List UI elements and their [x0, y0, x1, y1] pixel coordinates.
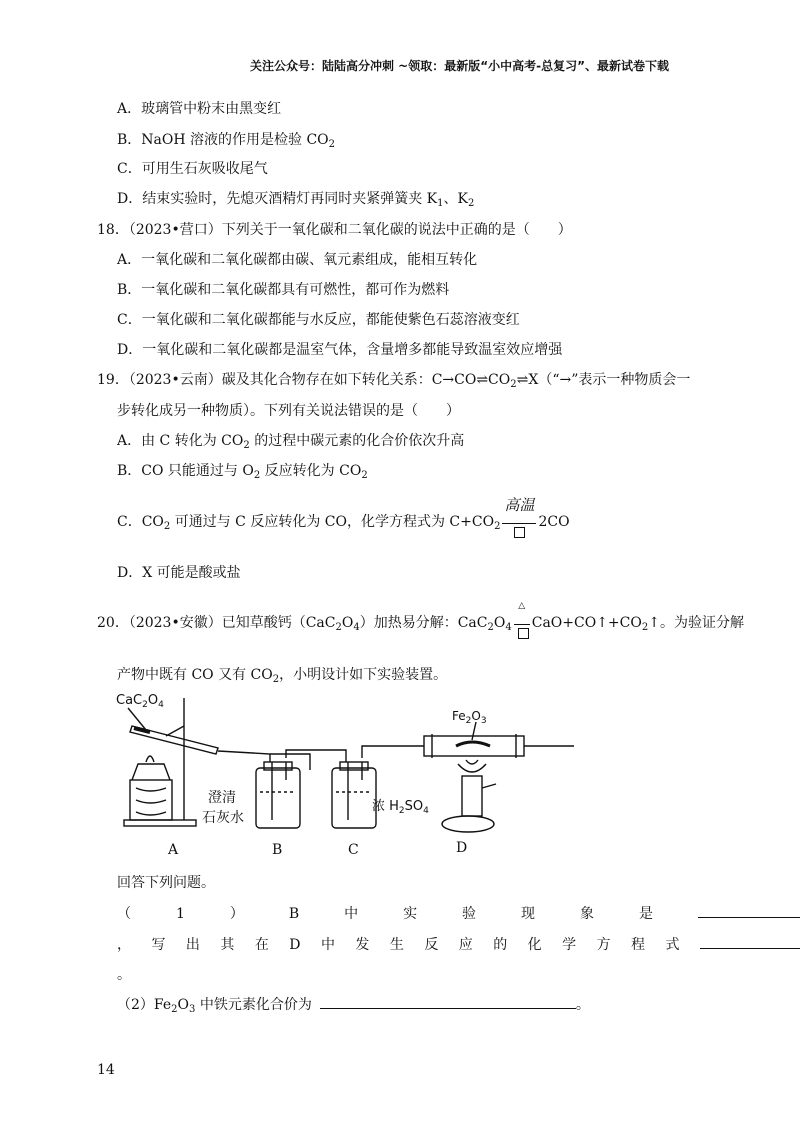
- q20-answer-intro: 回答下列问题。: [117, 875, 215, 891]
- q20-end: ↑。为验证分解: [648, 615, 744, 631]
- stand-clamp: [166, 726, 184, 736]
- fe2o3-powder: [456, 742, 490, 746]
- p2-char: 写: [151, 937, 166, 953]
- label-cac2o4: $CaC_2O_4$: [116, 693, 164, 710]
- p2-char: 在: [254, 937, 269, 953]
- q17-option-d: [117, 188, 474, 209]
- q20-sub1: 2: [335, 622, 342, 633]
- q19-b-sub1: 2: [253, 470, 261, 481]
- q19-option-c: [117, 496, 570, 532]
- q17-b-sub: 2: [328, 139, 336, 150]
- bottle-c: [332, 768, 376, 828]
- q19-c-sub1: 2: [163, 521, 171, 532]
- q20-line2-sub: 2: [272, 674, 280, 685]
- p1-char: 象: [579, 906, 594, 922]
- p2-char: 其: [220, 937, 235, 953]
- p2-char: D: [289, 937, 301, 953]
- label-limewater-line1: 澄清: [208, 790, 236, 806]
- q20-line2-pre: 产物中既有 CO 又有 CO: [117, 667, 273, 683]
- page-header: 关注公众号：陆陆高分冲刺 ~领取：最新版“小中高考-总复习”、最新试卷下载: [250, 59, 669, 73]
- q20-post: CaO+CO↑+CO: [531, 615, 642, 631]
- q17-option-a: A．玻璃管中粉末由黑变红: [117, 101, 282, 117]
- q19-stem-post: ⇌X（“→”表示一种物质会一: [516, 372, 691, 388]
- q20-mid2: ）加热易分解：CaC: [359, 615, 488, 631]
- p1-char: B: [288, 906, 300, 922]
- q20-stem-pre: 20．（2023•安徽）已知草酸钙（CaC: [97, 615, 336, 631]
- q17-d-sub2: 2: [467, 198, 475, 209]
- label-c: C: [348, 842, 359, 858]
- q19-option-a: [117, 430, 464, 451]
- answer-blank-1[interactable]: [698, 903, 800, 918]
- q19-b-mid: 反应转化为 CO: [260, 463, 362, 479]
- cac2o4-powder: [134, 728, 150, 732]
- page-number: 14: [97, 1062, 115, 1078]
- q17-d-text: D．结束实验时，先熄灭酒精灯再同时夹紧弹簧夹 K: [117, 191, 438, 207]
- q19-stem-pre: 19．（2023•云南）碳及其化合物存在如下转化关系：C→CO⇌CO: [97, 372, 511, 388]
- q20-sub4: 4: [505, 622, 512, 633]
- q19-a-post: 的过程中碳元素的化合价依次升高: [249, 433, 465, 449]
- tube-ab: [218, 751, 270, 762]
- label-b: B: [272, 842, 283, 858]
- q17-option-b: [117, 129, 335, 150]
- q19-option-b: [117, 460, 368, 481]
- p4-post: 中铁元素化合价为: [195, 997, 312, 1013]
- label-h2so4: 浓 $H_2SO_4$: [372, 799, 429, 816]
- experiment-apparatus-figure: [110, 688, 590, 860]
- burner-d-base: [442, 816, 494, 832]
- p2-char: 学: [562, 937, 577, 953]
- q18-option-c: C．一氧化碳和二氧化碳都能与水反应，都能使紫色石蕊溶液变红: [117, 312, 520, 328]
- p1-char: 中: [344, 906, 359, 922]
- q20-mid1: O: [341, 615, 354, 631]
- q20-sub2: 4: [353, 622, 360, 633]
- lamp-a-shoulder: [132, 764, 170, 780]
- p4-sub2: 3: [189, 1004, 196, 1015]
- q17-d-mid: 、K: [443, 191, 468, 207]
- q19-c-post: 2CO: [538, 514, 570, 530]
- answer-blank-3[interactable]: [320, 994, 576, 1009]
- p1-char: 现: [521, 906, 535, 922]
- p2-char: 化: [527, 937, 542, 953]
- p1-char: 实: [403, 906, 418, 922]
- burner-d-column: [462, 776, 482, 816]
- flame-a: [146, 756, 154, 762]
- q20-stem-line2: [117, 664, 447, 685]
- reaction-condition-heat: [514, 601, 530, 627]
- q19-b-pre: B．CO 只能通过与 O: [117, 463, 254, 479]
- q20-part1-line2: [117, 934, 800, 954]
- bottle-c-stopper: [340, 762, 368, 770]
- q17-option-c: C．可用生石灰吸收尾气: [117, 161, 268, 177]
- flame-d: [458, 760, 486, 772]
- tube-bc: [286, 750, 346, 762]
- answer-blank-2[interactable]: [700, 934, 800, 949]
- p1-char: 是: [638, 906, 653, 922]
- q19-c-mid: 可通过与 C 反应转化为 CO，化学方程式为 C+CO: [170, 514, 495, 530]
- q19-option-d: D．X 可能是酸或盐: [117, 565, 241, 581]
- q19-a-sub: 2: [243, 440, 250, 451]
- q18-option-a: A．一氧化碳和二氧化碳都由碳、氧元素组成，能相互转化: [117, 252, 478, 268]
- placeholder-box-icon: [514, 527, 525, 538]
- q18-stem: 18．（2023•营口）下列关于一氧化碳和二氧化碳的说法中正确的是（ ）: [97, 222, 572, 238]
- q19-c-pre: C．CO: [117, 514, 164, 530]
- q19-stem: [97, 369, 690, 390]
- p1-char: ）: [229, 906, 244, 922]
- reaction-condition-high-temp: [502, 496, 536, 526]
- p1-char: 1: [175, 906, 185, 922]
- p1-char: 验: [462, 906, 477, 922]
- heat-symbol: △: [518, 601, 526, 611]
- q17-d-sub1: 1: [437, 198, 444, 209]
- p2-char: 反: [424, 937, 439, 953]
- q19-c-sub2: 2: [494, 521, 501, 532]
- q19-stem-sub: 2: [510, 379, 517, 390]
- glass-tube-d: [424, 736, 524, 756]
- condition-text: 高温: [504, 496, 535, 514]
- stand-base: [124, 820, 196, 826]
- label-fe2o3: $Fe_2O_3$: [452, 709, 487, 726]
- lamp-a-grain: [136, 788, 166, 815]
- p2-char: ，: [117, 937, 131, 953]
- p4-pre: （2）Fe: [117, 997, 172, 1013]
- q18-option-d: D．一氧化碳和二氧化碳都是温室气体，含量增多都能导致温室效应增强: [117, 342, 563, 358]
- burner-d-knob: [482, 784, 496, 788]
- p4-end: 。: [575, 997, 590, 1013]
- label-pointer-d: [472, 722, 476, 740]
- bottle-b-stopper: [264, 762, 292, 770]
- q18-option-b: B．一氧化碳和二氧化碳都具有可燃性，都可作为燃料: [117, 282, 450, 298]
- label-limewater-line2: 石灰水: [202, 810, 244, 826]
- p2-char: 的: [493, 937, 508, 953]
- p2-char: 出: [185, 937, 200, 953]
- q20-part1-line1: [117, 903, 800, 923]
- tube-cd: [362, 746, 424, 758]
- q17-b-text: B．NaOH 溶液的作用是检验 CO: [117, 132, 329, 148]
- p2-char: 式: [665, 937, 680, 953]
- q20-part1-end: 。: [117, 967, 131, 983]
- p4-mid: O: [177, 997, 189, 1013]
- q20-stem: [97, 601, 744, 633]
- q20-part2: [117, 994, 590, 1015]
- label-a: A: [168, 842, 179, 858]
- label-d: D: [456, 840, 468, 856]
- p2-char: 发: [355, 937, 370, 953]
- q19-a-pre: A．由 C 转化为 CO: [117, 433, 244, 449]
- q19-b-sub2: 2: [361, 470, 368, 481]
- placeholder-box-icon: [518, 628, 529, 639]
- q19-stem-line2: 步转化成另一种物质）。下列有关说法错误的是（ ）: [117, 403, 460, 419]
- p2-char: 生: [389, 937, 404, 953]
- p4-sub1: 2: [171, 1004, 178, 1015]
- q20-sub3: 2: [487, 622, 494, 633]
- bottle-b: [256, 768, 300, 828]
- p2-char: 方: [596, 937, 611, 953]
- p2-char: 程: [631, 937, 646, 953]
- q20-line2-post: ，小明设计如下实验装置。: [279, 667, 448, 683]
- p2-char: 应: [458, 937, 473, 953]
- p1-char: （: [117, 906, 131, 922]
- p2-char: 中: [320, 937, 335, 953]
- q20-sub5: 2: [641, 622, 649, 633]
- q20-mid3: O: [493, 615, 506, 631]
